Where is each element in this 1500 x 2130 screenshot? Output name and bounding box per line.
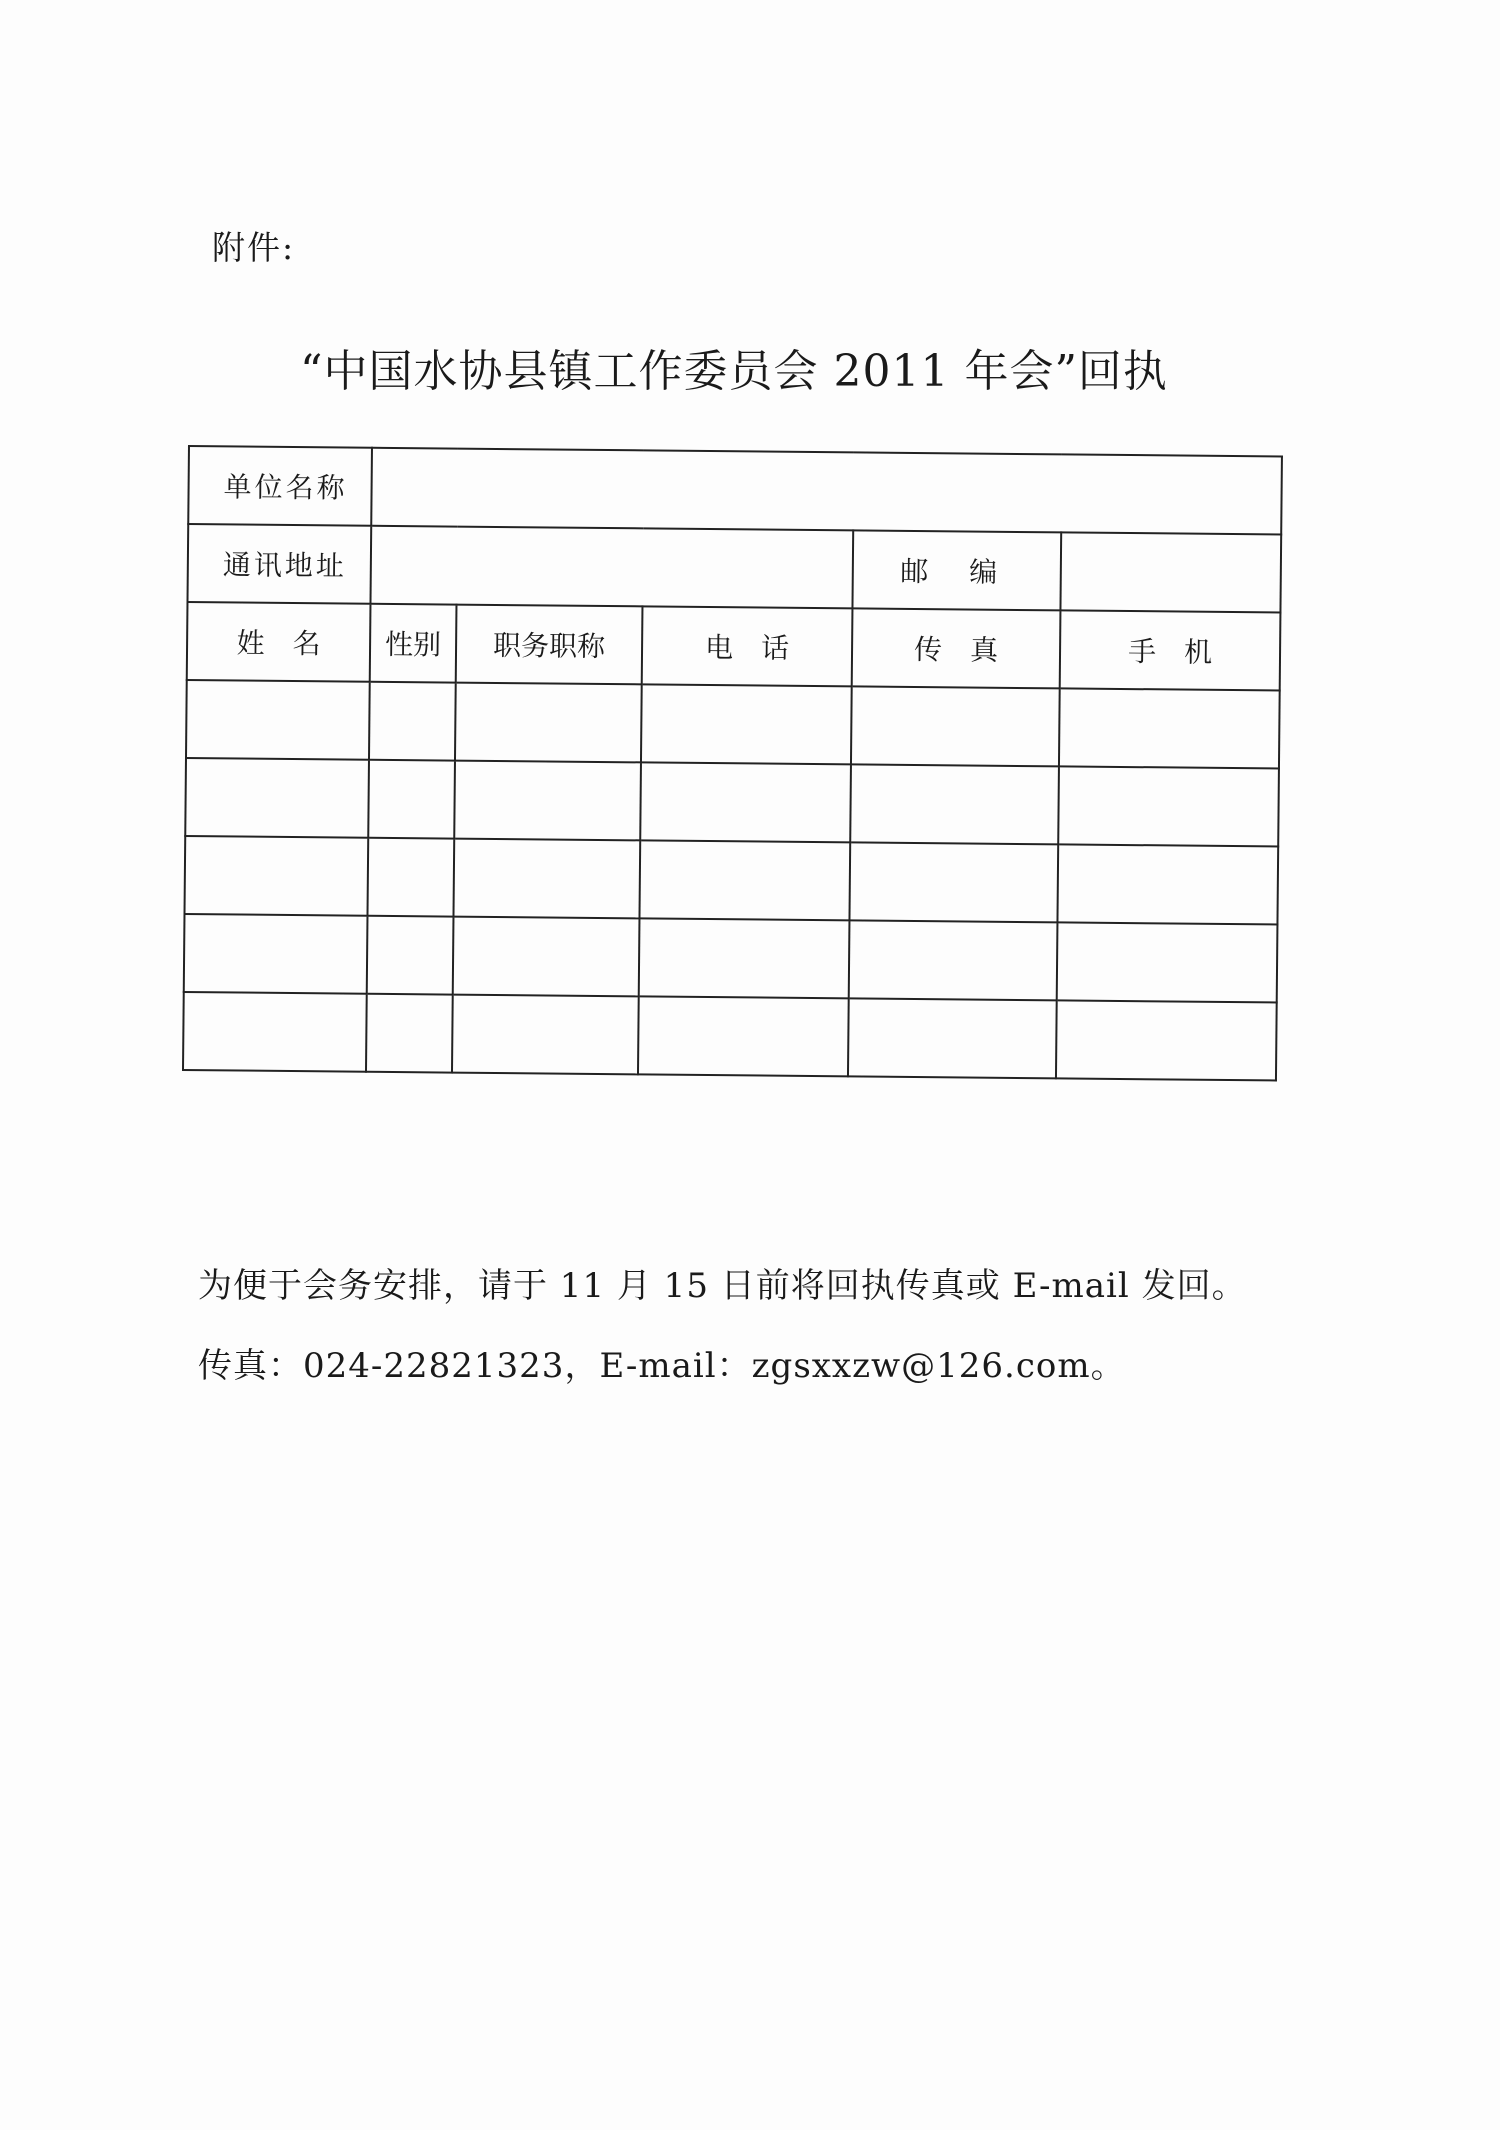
- table-row: [183, 992, 1277, 1080]
- mobile-cell[interactable]: [1057, 922, 1278, 1002]
- gender-cell[interactable]: [367, 916, 454, 995]
- name-cell[interactable]: [185, 758, 369, 838]
- fax-cell[interactable]: [849, 920, 1058, 1000]
- name-cell[interactable]: [186, 680, 370, 760]
- phone-cell[interactable]: [639, 840, 850, 920]
- position-cell[interactable]: [453, 917, 640, 997]
- reply-form: [182, 445, 1281, 1081]
- address-row: [187, 524, 1281, 612]
- gender-cell[interactable]: [369, 682, 456, 761]
- mobile-cell[interactable]: [1057, 844, 1278, 924]
- table-row: [184, 914, 1278, 1002]
- phone-cell[interactable]: [641, 684, 852, 764]
- name-cell[interactable]: [184, 836, 368, 916]
- fax-cell[interactable]: [848, 998, 1057, 1078]
- position-cell[interactable]: [454, 761, 641, 841]
- unit-name-row: [188, 446, 1282, 534]
- reply-form-table: [182, 445, 1283, 1081]
- postcode-field[interactable]: [1060, 532, 1281, 612]
- address-label: 通讯地址: [187, 524, 371, 604]
- column-header-name: 姓 名: [187, 602, 371, 682]
- address-field[interactable]: [370, 526, 853, 609]
- table-row: [186, 680, 1280, 768]
- fax-cell[interactable]: [850, 764, 1059, 844]
- column-header-phone: 电 话: [642, 606, 853, 686]
- gender-cell[interactable]: [366, 994, 453, 1073]
- table-header-row: [187, 602, 1281, 690]
- phone-cell[interactable]: [639, 918, 850, 998]
- attachment-label: 附件:: [212, 228, 296, 267]
- phone-cell[interactable]: [640, 762, 851, 842]
- fax-cell[interactable]: [851, 686, 1060, 766]
- mobile-cell[interactable]: [1058, 766, 1279, 846]
- column-header-gender: 性别: [370, 604, 457, 683]
- page-title: “中国水协县镇工作委员会 2011 年会”回执: [300, 346, 1168, 397]
- position-cell[interactable]: [452, 995, 639, 1075]
- submission-note: 为便于会务安排，请于 11 月 15 日前将回执传真或 E-mail 发回。: [198, 1266, 1247, 1306]
- mobile-cell[interactable]: [1056, 1000, 1277, 1080]
- name-cell[interactable]: [184, 914, 368, 994]
- column-header-position: 职务职称: [456, 605, 643, 685]
- fax-cell[interactable]: [849, 842, 1058, 922]
- postcode-label: 邮 编: [852, 530, 1061, 610]
- unit-name-field[interactable]: [371, 448, 1282, 535]
- table-row: [184, 836, 1278, 924]
- position-cell[interactable]: [455, 683, 642, 763]
- table-row: [185, 758, 1279, 846]
- contact-note: 传真：024-22821323，E-mail：zgsxxzw@126.com。: [198, 1346, 1126, 1386]
- phone-cell[interactable]: [638, 996, 849, 1076]
- mobile-cell[interactable]: [1059, 688, 1280, 768]
- column-header-mobile: 手 机: [1060, 610, 1281, 690]
- gender-cell[interactable]: [368, 760, 455, 839]
- name-cell[interactable]: [183, 992, 367, 1072]
- unit-name-label: 单位名称: [188, 446, 372, 526]
- position-cell[interactable]: [453, 839, 640, 919]
- gender-cell[interactable]: [367, 838, 454, 917]
- column-header-fax: 传 真: [852, 608, 1061, 688]
